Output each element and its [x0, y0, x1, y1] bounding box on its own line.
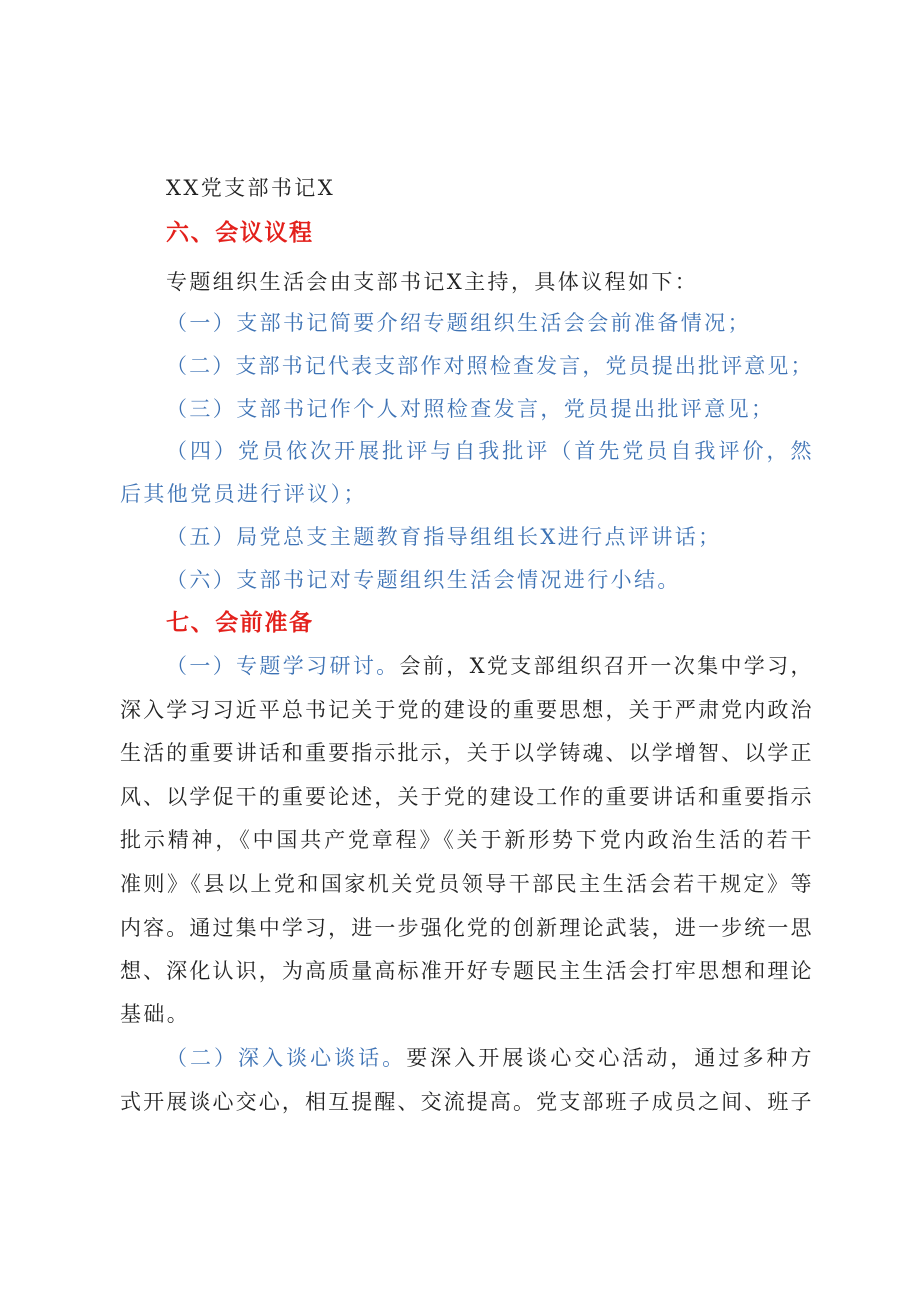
signature-line: XX党支部书记X — [166, 176, 336, 200]
agenda-item-2: （二）支部书记代表支部作对照检查发言，党员提出批评意见； — [166, 354, 812, 378]
paragraph-line: 生活的重要讲话和重要指示批示，关于以学铸魂、以学增智、以学正 — [120, 741, 812, 765]
subsection-title-study: （一）专题学习研讨。 — [166, 654, 400, 678]
agenda-item-6: （六）支部书记对专题组织生活会情况进行小结。 — [166, 568, 681, 592]
agenda-intro: 专题组织生活会由支部书记X主持，具体议程如下： — [166, 270, 699, 294]
paragraph-line: 风、以学促干的重要论述，关于党的建设工作的重要讲话和重要指示 — [120, 785, 812, 809]
paragraph-talk-first-line — [166, 1042, 812, 1074]
paragraph-line: 准则》《县以上党和国家机关党员领导干部民主生活会若干规定》等 — [120, 872, 812, 896]
agenda-item-5: （五）局党总支主题教育指导组组长X进行点评讲话； — [166, 525, 722, 549]
paragraph-line: 内容。通过集中学习，进一步强化党的创新理论武装，进一步统一思 — [120, 916, 812, 940]
agenda-item-3: （三）支部书记作个人对照检查发言，党员提出批评意见； — [166, 397, 775, 421]
section-heading-preparation: 七、会前准备 — [166, 610, 314, 636]
section-heading-agenda: 六、会议议程 — [166, 220, 314, 246]
paragraph-line: 批示精神，《中国共产党章程》《关于新形势下党内政治生活的若干 — [120, 828, 812, 852]
paragraph-line: 深入学习习近平总书记关于党的建设的重要思想，关于严肃党内政治 — [120, 698, 812, 722]
agenda-item-1: （一）支部书记简要介绍专题组织生活会会前准备情况； — [166, 311, 751, 335]
paragraph-text: 会前，X党支部组织召开一次集中学习， — [399, 654, 812, 678]
subsection-title-talk: （二）深入谈心谈话。 — [166, 1046, 407, 1070]
paragraph-line: 基础。 — [120, 1002, 191, 1026]
paragraph-study-first-line — [166, 650, 812, 682]
paragraph-line: 想、深化认识，为高质量高标准开好专题民主生活会打牢思想和理论 — [120, 959, 812, 983]
agenda-item-4: （四）党员依次开展批评与自我批评（首先党员自我评价，然 — [166, 439, 812, 463]
paragraph-text: 要深入开展谈心交心活动，通过多种方 — [406, 1046, 812, 1070]
paragraph-line: 式开展谈心交心，相互提醒、交流提高。党支部班子成员之间、班子 — [120, 1090, 812, 1114]
agenda-item-4-continuation: 后其他党员进行评议）； — [120, 482, 367, 506]
